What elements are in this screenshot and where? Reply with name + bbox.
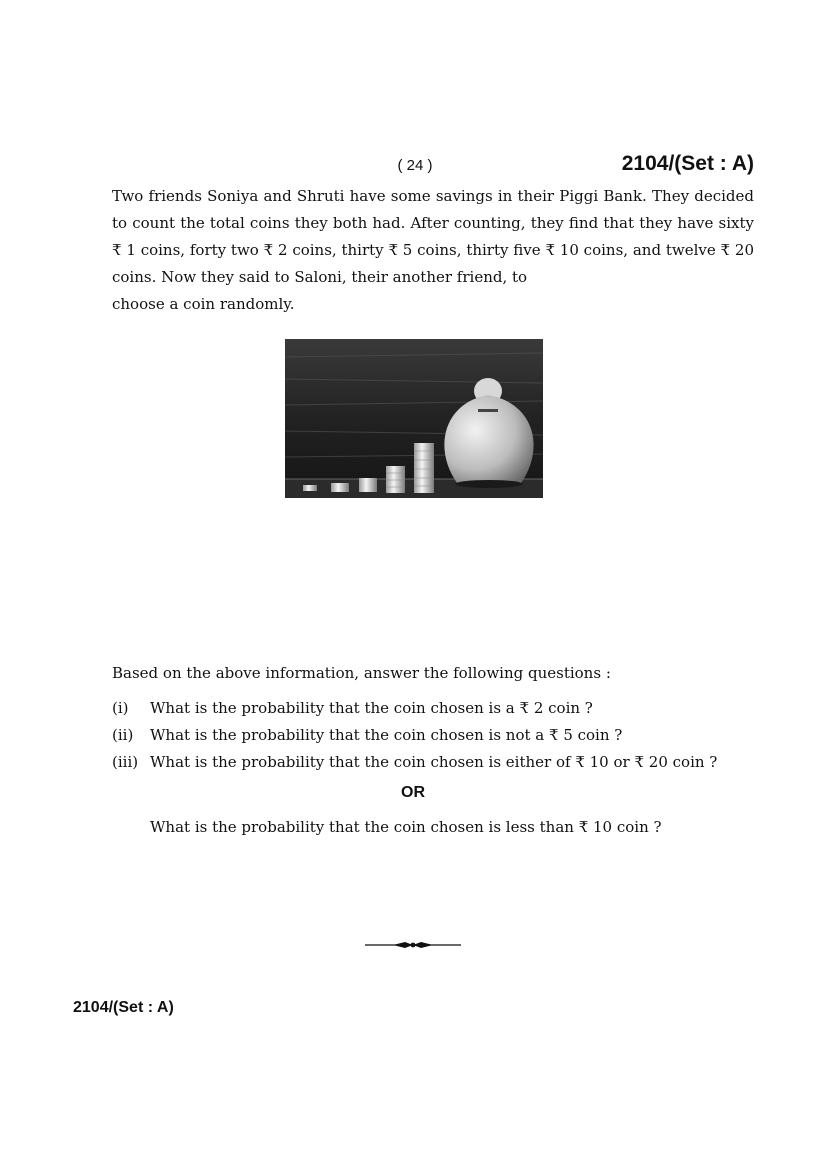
question-text: What is the probability that the coin chosen is a ₹ 2 coin ?	[150, 699, 593, 717]
questions-intro: Based on the above information, answer the following questions :	[112, 664, 611, 682]
page-number: ( 24 )	[397, 157, 433, 174]
passage-text: Two friends Soniya and Shruti have some savings in their Piggi Bank. They decided to count the total coins they both had. After counting, they find that they have sixty ₹ 1 coins, forty two ₹ 2 coins, thirty ₹ 5 coins, thirty five ₹ 10 coins, and twelve ₹ 20 coins. Now they said to Saloni, their another friend, to	[112, 187, 754, 286]
question-number: (ii)	[112, 726, 134, 744]
question-item	[112, 750, 717, 774]
set-code-footer: 2104/(Set : A)	[73, 999, 174, 1016]
question-item	[112, 723, 622, 747]
question-number: (iii)	[112, 753, 139, 771]
question-text: What is the probability that the coin chosen is not a ₹ 5 coin ?	[150, 726, 623, 744]
question-text: What is the probability that the coin chosen is either of ₹ 10 or ₹ 20 coin ?	[150, 753, 718, 771]
set-code-header: 2104/(Set : A)	[621, 152, 754, 175]
passage-last-line: choose a coin randomly.	[112, 295, 295, 313]
question-item	[112, 696, 593, 720]
end-ornament-icon	[365, 938, 461, 952]
or-label: OR	[401, 784, 425, 801]
alternative-question: What is the probability that the coin chosen is less than ₹ 10 coin ?	[150, 818, 662, 836]
piggy-bank-photo	[285, 339, 543, 498]
question-number: (i)	[112, 699, 129, 717]
